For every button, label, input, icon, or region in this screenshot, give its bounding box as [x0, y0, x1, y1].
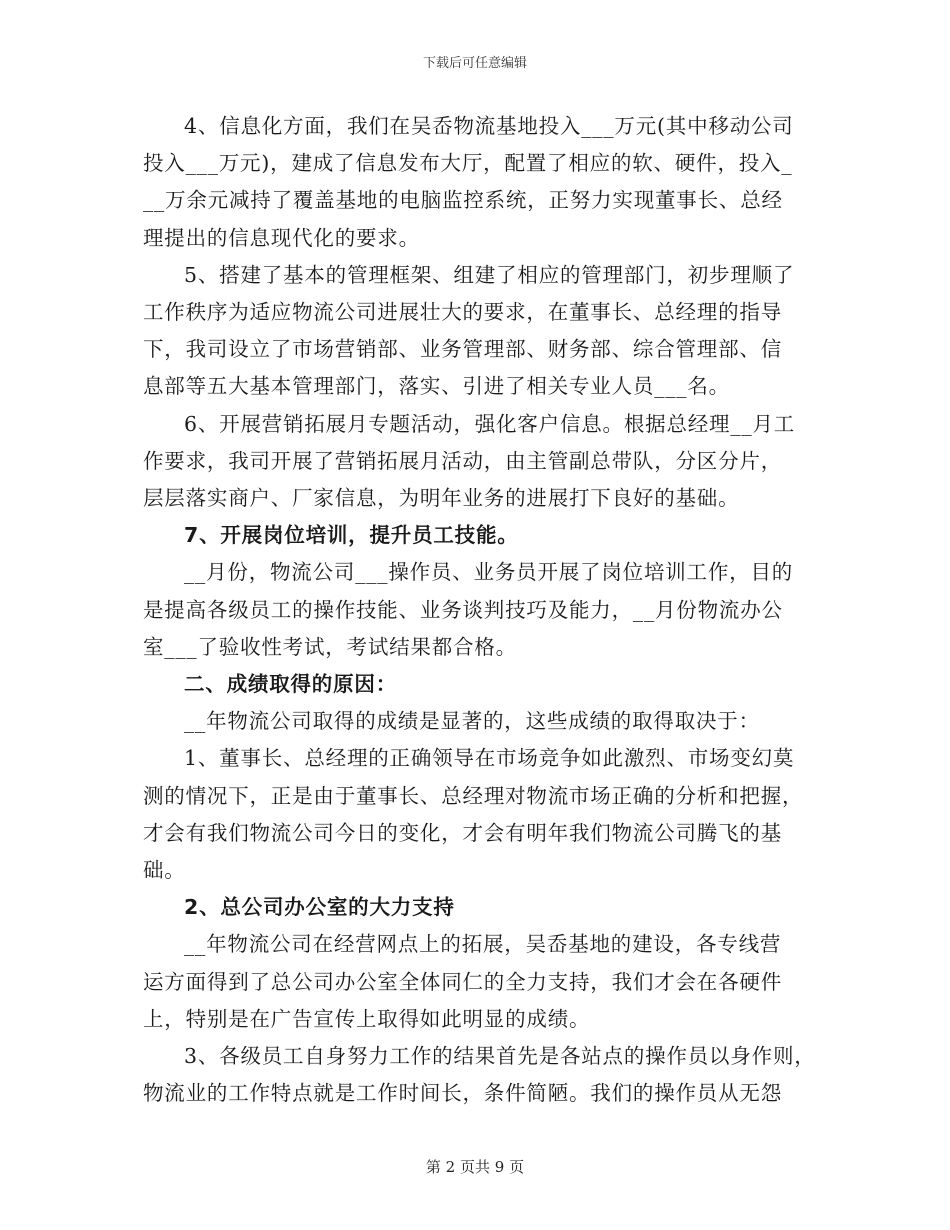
text-line: 理提出的信息现代化的要求。 — [143, 225, 420, 250]
section-heading — [143, 666, 803, 703]
text-line: __年物流公司取得的成绩是显著的，这些成绩的取得取决于： — [184, 709, 760, 734]
text-line: 室___了验收性考试，考试结果都合格。 — [143, 634, 517, 659]
text-line: __年物流公司在经营网点上的拓展，吴岙基地的建设，各专线营 — [184, 932, 782, 957]
text-line: 才会有我们物流公司今日的变化，才会有明年我们物流公司腾飞的基 — [143, 820, 782, 845]
paragraph — [143, 257, 803, 406]
text-line: 工作秩序为适应物流公司进展壮大的要求，在董事长、总经理的指导 — [143, 300, 782, 325]
text-line: 2、总公司办公室的大力支持 — [184, 895, 455, 920]
page-footer: 第 2 页共 9 页 — [425, 1158, 525, 1176]
paragraph — [143, 1038, 816, 1112]
text-line: 础。 — [143, 858, 186, 883]
text-line: 5、搭建了基本的管理框架、组建了相应的管理部门，初步理顺了 — [184, 262, 795, 287]
text-line: 运方面得到了总公司办公室全体同仁的全力支持，我们才会在各硬件 — [143, 969, 782, 994]
text-line: 3、各级员工自身努力工作的结果首先是各站点的操作员以身作则， — [184, 1044, 816, 1069]
text-line: 二、成绩取得的原因： — [184, 672, 397, 697]
text-line: 物流业的工作特点就是工作时间长，条件简陋。我们的操作员从无怨 — [143, 1081, 782, 1106]
text-line: 测的情况下，正是由于董事长、总经理对物流市场正确的分析和把握， — [143, 783, 804, 808]
paragraph — [143, 740, 803, 889]
paragraph — [143, 554, 803, 666]
paragraph — [143, 926, 803, 1038]
paragraph — [143, 108, 803, 257]
text-line: 下，我司设立了市场营销部、业务管理部、财务部、综合管理部、信 — [143, 337, 782, 362]
paragraph — [143, 703, 803, 740]
text-line: 7、开展岗位培训，提升员工技能。 — [184, 523, 519, 548]
page-header: 下载后可任意编辑 — [422, 56, 527, 71]
text-line: 层层落实商户、厂家信息，为明年业务的进展打下良好的基础。 — [143, 486, 740, 511]
text-line: 是提高各级员工的操作技能、业务谈判技巧及能力，__月份物流办公 — [143, 597, 783, 622]
section-heading — [143, 889, 803, 926]
text-line: 4、信息化方面，我们在吴岙物流基地投入___万元(其中移动公司 — [184, 114, 794, 138]
text-line: 1、董事长、总经理的正确领导在市场竞争如此激烈、市场变幻莫 — [184, 746, 795, 771]
text-line: __万余元减持了覆盖基地的电脑监控系统，正努力实现董事长、总经 — [143, 188, 783, 213]
paragraph — [143, 406, 803, 518]
document-body — [143, 108, 816, 1112]
text-line: __月份，物流公司___操作员、业务员开展了岗位培训工作，目的 — [184, 560, 794, 585]
text-line: 投入___万元)，建成了信息发布大厅，配置了相应的软、硬件，投入_ — [143, 151, 793, 176]
text-line: 作要求，我司开展了营销拓展月活动，由主管副总带队，分区分片， — [143, 448, 782, 473]
text-line: 息部等五大基本管理部门，落实、引进了相关专业人员___名。 — [143, 374, 730, 399]
text-line: 6、开展营销拓展月专题活动，强化客户信息。根据总经理__月工 — [184, 411, 796, 436]
text-line: 上，特别是在广告宣传上取得如此明显的成绩。 — [143, 1006, 591, 1031]
section-heading — [143, 517, 803, 554]
